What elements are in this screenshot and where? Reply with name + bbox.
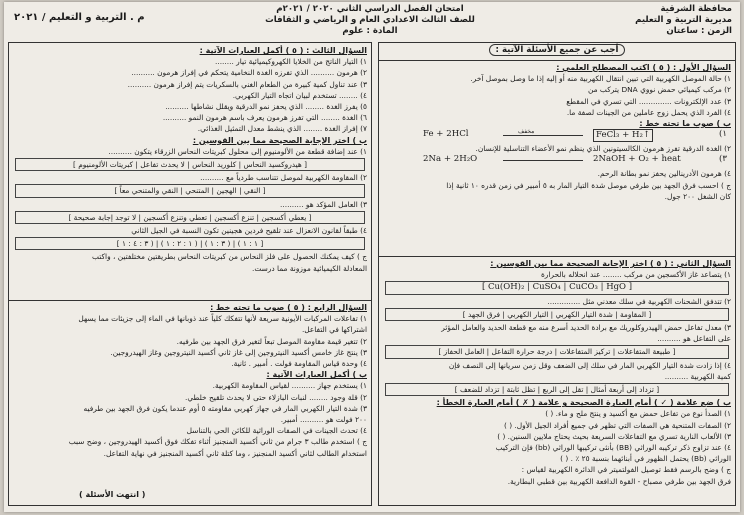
q2-item-4: ٤) إذا زادت شدة التيار الكهربي المار في سلك إلى الضعف وقل زمن سريانها إلى النصف فإن bbox=[448, 360, 731, 370]
q2-item-3-options: [ طبيعة المتفاعلات | تركيز المتفاعلات | درجة حرارة التفاعل | العامل الحفاز ] bbox=[385, 345, 729, 358]
question-1 bbox=[383, 62, 731, 202]
eq2-arrow bbox=[503, 160, 583, 161]
q2-item-2: ٢) تتدفق الشحنات الكهربية في سلك معدني مثل .............. bbox=[547, 296, 731, 306]
eq1-tag: ١) bbox=[719, 129, 727, 140]
question-3 bbox=[13, 45, 367, 274]
header-left: م . التربية و التعليم / ٢٠٢١ bbox=[14, 12, 145, 23]
eq2-left: 2Na + 2H₂O bbox=[423, 154, 478, 165]
q1-item-2: ٢) مركب كيميائي حمض نووي DNA يتركب من bbox=[588, 85, 731, 95]
q1-b-item-4: ٤) هرمون الأدرينالين يحفز نمو بطانة الرحم. bbox=[597, 169, 731, 179]
instructions: أجب عن جميع الأسئلة الآتية : bbox=[489, 44, 626, 56]
divider bbox=[9, 300, 371, 301]
q4-b-title: ب ) أكمل العبارات الآتية : bbox=[266, 370, 367, 380]
q2-b-item-4: ٤) عند تزاوج ذكر تركيبه الوراثي (BB) بأنثى تركيبها الوراثي (bb) فإن التركيب bbox=[495, 443, 731, 453]
q2-item-1-options: [ Cu(OH)₂ | CuSO₄ | CuCO₃ | HgO ] bbox=[385, 281, 729, 294]
q2-item-3b: على التفاعل هو .......... bbox=[657, 334, 731, 344]
q4-c-line-1: ج ) استخدم طالب ٣ جرام من ثاني أكسيد المنجنيز أثناء تفكك فوق أكسيد الهيدروجين ، وضح سبب bbox=[68, 437, 367, 447]
q4-b-item-4: ٤) تحدث الجينات في الصفات الوراثية للكائن الحي بالتناسل bbox=[186, 426, 367, 436]
q3-b-item-1: ١) عند إضافة قطعة من الألومنيوم إلى محلول كبريتات النحاس الزرقاء يتكون .......... bbox=[108, 146, 367, 156]
equation-1 bbox=[383, 129, 731, 143]
q3-c-line-1: ج ) كيف يمكنك الحصول على فلز النحاس من كبريتات النحاس بطريقتين مختلفتين ، واكتب bbox=[92, 252, 367, 262]
eq1-arrow bbox=[503, 135, 583, 136]
q4-item-2: ٢) تتغير قيمة مقاومة الموصل تبعاً لتغير فرق الجهد بين طرفيه. bbox=[176, 336, 367, 346]
eq1-right: FeCl₃ + H₂↑ bbox=[593, 129, 653, 142]
q2-title: السؤال الثاني : ( ٥ ) اختر الإجابة الصحيحة مما بين القوسين : bbox=[490, 259, 731, 268]
q4-c-line-2: استخدام الطالب لثاني أكسيد المنجنيز ، وما كتلة ثاني أكسيد المنجنيز في نهاية التفاعل. bbox=[103, 448, 367, 458]
q2-item-2-options: [ المقاومة | شدة التيار الكهربي | التيار الكهربي | فرق الجهد ] bbox=[385, 308, 729, 321]
q4-item-1: ١) تفاعلات المركبات الأيونية سريعة لأنها تتفكك كلياً عند ذوبانها في الماء إلى جزيئات مما يسهل bbox=[78, 314, 367, 324]
q3-b-item-3: ٣) العامل المؤكد هو .......... bbox=[280, 199, 367, 209]
q3-item-4: ٤) ........ تستخدم لبيان اتجاه التيار الكهربي. bbox=[232, 90, 367, 100]
exam-time: الزمن : ساعتان bbox=[666, 26, 732, 36]
q3-b-item-1-options: [ هيدروكسيد النحاس | كلوريد النحاس | لا يحدث تفاعل | كبريتات الألومنيوم ] bbox=[15, 158, 365, 171]
header-center bbox=[260, 4, 480, 37]
q4-b-item-3: ٣) شدة التيار الكهربي المار في جهاز كهربي مقاومته ٥ أوم عندما يكون فرق الجهد بين طرفيه bbox=[83, 403, 367, 413]
q4-item-3: ٣) ينتج غاز خامس أكسيد النيتروجين إلى غاز ثاني أكسيد النيتروجين وغاز الهيدروجين. bbox=[110, 347, 367, 357]
q3-item-2: ٢) هرمون .......... الذي تفرزه الغدة النخامية يتحكم في إفراز هرمون .......... bbox=[131, 68, 367, 78]
directorate: مديرية التربية و التعليم bbox=[635, 15, 732, 25]
q2-item-1: ١) يتصاعد غاز الأكسجين من مركب ........ عند انحلاله بالحرارة bbox=[540, 270, 731, 280]
q3-item-3: ٣) عند تناول كمية كبيرة من الطعام الغني بالسكريات يتم إفراز هرمون .......... bbox=[127, 79, 367, 89]
q3-b-item-4: ٤) طبقاً لقانون الانعزال عند تلقيح فردين هجينين تكون النسبة في الجيل الثاني bbox=[131, 226, 367, 236]
left-column bbox=[8, 42, 372, 506]
q4-title: السؤال الرابع : ( ٥ ) صوب ما تحته خط : bbox=[210, 303, 367, 312]
question-4 bbox=[13, 302, 367, 459]
q1-c-line-1: ج ) احسب فرق الجهد بين طرفي موصل شدة التيار المار به ٥ أمبير في زمن قدره ١٠ ثانية إذا bbox=[446, 180, 731, 190]
q2-b-title: ب ) ضع علامة ( ✓ ) أمام العبارة الصحيحة و علامة ( ✗ ) أمام العبارة الخطأ : bbox=[436, 398, 731, 408]
exam-paper bbox=[4, 2, 740, 512]
q1-title: السؤال الأول : ( ٥ ) اكتب المصطلح العلمي : bbox=[556, 63, 731, 72]
header-right bbox=[635, 4, 732, 37]
q1-item-4: ٤) الفرد الذي يحمل زوج عاملين من الجينات لصفة ما. bbox=[566, 107, 731, 117]
q1-b-title: ب ) صوب ما تحته خط : bbox=[639, 119, 731, 129]
q3-title: السؤال الثالث : ( ٥ ) أكمل العبارات الآتية : bbox=[199, 46, 367, 55]
q3-item-6: ٦) الغدة ........ التي تفرز هرمون يعرف باسم هرمون النمو .......... bbox=[162, 113, 367, 123]
divider bbox=[379, 60, 735, 61]
question-2 bbox=[383, 258, 731, 487]
q2-c-line-1: ج ) وضح بالرسم فقط توصيل الفولتميتر في الدائرة الكهربية لقياس : bbox=[521, 465, 731, 475]
q2-item-3: ٣) معدل تفاعل حمض الهيدروكلوريك مع برادة الحديد أسرع منه مع قطعة الحديد والعامل المؤثر bbox=[441, 323, 731, 333]
governorate: محافظة الشرقية bbox=[660, 4, 732, 14]
q3-item-5: ٥) يفرز الغدة ........ الذي يحفز نمو الدرقية ويقلل نشاطها .......... bbox=[165, 102, 367, 112]
q4-b-item-2: ٢) قلة وجود ........ لنبات البازلاء حتى لا يحدث تلقيح خلطي. bbox=[185, 392, 367, 402]
q3-c-line-2: المعادلة الكيميائية موزونة مما درست. bbox=[252, 263, 367, 273]
q4-item-1b: اشتراكها في التفاعل. bbox=[301, 325, 367, 335]
q3-b-item-4-options: [ ١ : ١ ) | ( ٣ : ١ ) | ( ١ : ٢ : ١ ) | ( ٣ : ٤ : ١ ] bbox=[15, 237, 365, 250]
q3-item-1: ١) التيار الناتج من الخلايا الكهروكيميائية تيار ........ bbox=[215, 57, 367, 67]
q1-item-1: ١) حالة الموصل الكهربية التي تبين انتقال الكهربية منه أو إليه إذا ما وصل بموصل آخر. bbox=[470, 74, 731, 84]
q3-b-title: ب ) اختر الإجابة الصحيحة مما بين القوسين : bbox=[192, 135, 367, 145]
q3-item-7: ٧) إفراز الغدة ........ الذي ينشط معدل التمثيل الغذائي. bbox=[197, 124, 367, 134]
q1-c-line-2: كان الشغل ٢٠٠ جول. bbox=[664, 191, 731, 201]
q2-item-4b: كمية الكهربية .......... bbox=[664, 371, 731, 381]
q2-b-item-1: ١) الصدأ نوع من تفاعل حمض مع أكسيد و ينتج ملح و ماء. ( ) bbox=[545, 409, 731, 419]
q4-b-item-3b: ٢٠٠ فولت هو .......... أمبير. bbox=[280, 415, 367, 425]
q2-b-item-4b: الوراثي (Bb) يحتمل الظهور في أبنائهما بنسبة ٢٥ ٪ . ( ) bbox=[560, 454, 731, 464]
right-column bbox=[378, 42, 736, 506]
q3-b-item-2-options: [ النقي | الهجين | المتنحي | النقي والمتنحي معاً ] bbox=[15, 184, 365, 197]
eq1-left: Fe + 2HCl bbox=[423, 129, 469, 140]
q1-b-item-2: ٢) الغدة الدرقية تفرز هرمون الكالسيتونين الذي ينظم نمو الأعضاء التناسلية للإنسان. bbox=[475, 144, 731, 154]
exam-grade: للصف الثالث الاعدادي العام و الرياضي و الثقافات bbox=[265, 15, 475, 25]
exam-header bbox=[4, 2, 740, 44]
exam-subject: المادة : علوم bbox=[342, 26, 398, 36]
q1-item-3: ٣) عدد الإلكترونات .............. التي تسري في المقطع bbox=[566, 96, 731, 106]
eq2-right: 2NaOH + O₂ + heat bbox=[593, 154, 681, 165]
q2-c-line-2: فرق الجهد بين طرفي مصباح - القوة الدافعة الكهربية بين قطبي البطارية. bbox=[507, 476, 731, 486]
divider bbox=[379, 256, 735, 257]
q3-b-item-3-options: [ يعطي أكسجين | تنزع أكسجين | تعطي وتنزع أكسجين | لا توجد إجابة صحيحة ] bbox=[15, 211, 365, 224]
equation-2 bbox=[383, 154, 731, 168]
instructions-block bbox=[383, 45, 731, 56]
q2-b-item-2: ٢) الصفات المتنحية هي الصفات التي تظهر في جميع أفراد الجيل الأول. ( ) bbox=[503, 420, 731, 430]
eq2-tag: ٣) bbox=[719, 154, 727, 165]
q3-b-item-2: ٢) المقاومة الكهربية لموصل تتناسب طردياً مع .......... bbox=[200, 173, 367, 183]
q2-b-item-3: ٣) الألعاب النارية تسري مع التفاعلات السريعة بحيث يحتاج ملايين السنين. ( ) bbox=[497, 431, 731, 441]
q4-b-item-1: ١) يستخدم جهاز .......... لقياس المقاومة الكهربية. bbox=[212, 381, 367, 391]
eq1-arrow-label: مخفف bbox=[518, 128, 535, 136]
exam-title: امتحان الفصل الدراسي الثاني ٢٠٢٠ / ٢٠٢١م bbox=[276, 4, 464, 14]
q4-item-4: ٤) وحدة قياس المقاومة فولت . أمبير . ثانية. bbox=[231, 359, 367, 369]
q2-item-4-options: [ تزداد إلى أربعة أمثال | تقل إلى الربع | تظل ثابتة | تزداد للضعف ] bbox=[385, 383, 729, 396]
end-of-questions: ( انتهت الأسئلة ) bbox=[79, 490, 146, 499]
